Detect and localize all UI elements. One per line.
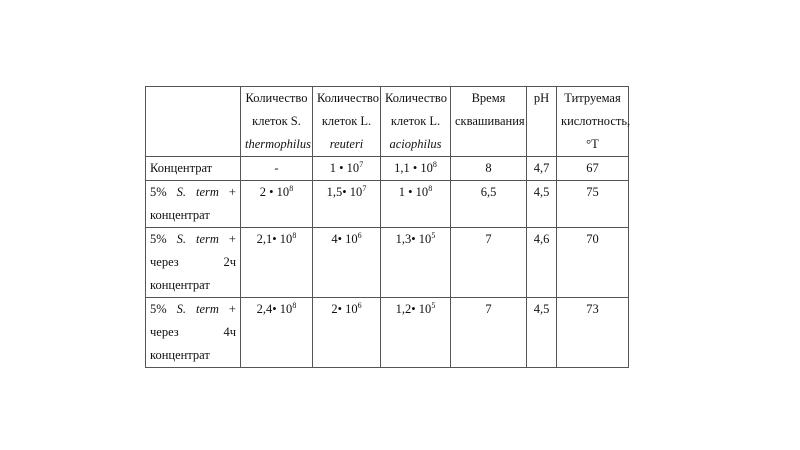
cell-value: 4• 10 xyxy=(331,232,358,246)
cell-value: 7 xyxy=(485,232,492,246)
cell-value: 1,2• 10 xyxy=(395,302,432,316)
cell-value: 2,1• 10 xyxy=(256,232,293,246)
header-text: клеток L. xyxy=(321,114,372,128)
cell-acidity xyxy=(557,157,629,181)
cell-value: 4,5 xyxy=(533,302,550,316)
cell-value: 4,6 xyxy=(533,232,550,246)
cell-l-aciophilus xyxy=(381,181,451,228)
header-text: Титруемая xyxy=(564,91,621,105)
header-text: aciophilus xyxy=(389,137,442,151)
header-s-thermophilus xyxy=(241,87,313,157)
row-label-word: 4ч xyxy=(223,325,236,339)
header-text: клеток L. xyxy=(390,114,441,128)
cell-value: 1 • 10 xyxy=(398,185,429,199)
table-row xyxy=(146,298,629,368)
row-label-word: 2ч xyxy=(223,255,236,269)
cell-exponent: 6 xyxy=(357,230,362,240)
cell-value: 6,5 xyxy=(480,185,497,199)
table-row xyxy=(146,157,629,181)
cell-value: 67 xyxy=(586,161,599,175)
results-table xyxy=(145,86,629,368)
row-label-word: через xyxy=(150,325,179,339)
cell-exponent: 8 xyxy=(292,230,297,240)
row-label-word: term xyxy=(196,185,219,199)
cell-value: 7 xyxy=(485,302,492,316)
cell-exponent: 8 xyxy=(428,183,433,193)
header-ph xyxy=(527,87,557,157)
cell-ph xyxy=(527,157,557,181)
cell-time xyxy=(451,228,527,298)
cell-time xyxy=(451,181,527,228)
cell-time xyxy=(451,298,527,368)
cell-value: 1,1 • 10 xyxy=(394,161,433,175)
header-text: клеток S. xyxy=(252,114,301,128)
cell-ph xyxy=(527,181,557,228)
cell-value: - xyxy=(274,161,279,175)
cell-acidity xyxy=(557,298,629,368)
cell-l-aciophilus xyxy=(381,298,451,368)
row-label-word: S. xyxy=(176,185,187,199)
header-text: Время xyxy=(471,91,506,105)
cell-value: 75 xyxy=(586,185,599,199)
header-text: Количество xyxy=(317,91,379,105)
cell-exponent: 7 xyxy=(359,159,364,169)
header-text: сквашивания xyxy=(455,114,525,128)
row-label-word: term xyxy=(196,302,219,316)
row-label: Концентрат xyxy=(150,161,213,175)
cell-ph xyxy=(527,298,557,368)
row-label-word: 5% xyxy=(150,302,167,316)
row-label-word: 5% xyxy=(150,232,167,246)
row-label-line: концентрат xyxy=(150,278,210,292)
row-label-line: концентрат xyxy=(150,208,210,222)
row-label-cell xyxy=(146,228,241,298)
header-titratable-acidity xyxy=(557,87,629,157)
row-label-word: S. xyxy=(176,232,187,246)
cell-exponent: 6 xyxy=(357,300,362,310)
table-header-row xyxy=(146,87,629,157)
header-text: кислотность, xyxy=(561,114,631,128)
header-text: Количество xyxy=(245,91,308,105)
header-l-aciophilus xyxy=(381,87,451,157)
cell-value: 1,5• 10 xyxy=(326,185,363,199)
cell-value: 4,7 xyxy=(533,161,550,175)
cell-s-thermophilus xyxy=(241,298,313,368)
cell-exponent: 7 xyxy=(362,183,367,193)
row-label-line xyxy=(150,321,236,344)
row-label-word: + xyxy=(228,232,236,246)
cell-value: 1,3• 10 xyxy=(395,232,432,246)
row-label-cell xyxy=(146,181,241,228)
cell-l-aciophilus xyxy=(381,228,451,298)
header-text: Количество xyxy=(385,91,447,105)
cell-exponent: 8 xyxy=(289,183,294,193)
cell-s-thermophilus xyxy=(241,181,313,228)
cell-acidity xyxy=(557,181,629,228)
row-label-word: term xyxy=(196,232,219,246)
cell-value: 4,5 xyxy=(533,185,550,199)
cell-value: 70 xyxy=(586,232,599,246)
cell-value: 8 xyxy=(485,161,492,175)
cell-exponent: 5 xyxy=(431,300,436,310)
row-label-line xyxy=(150,298,236,321)
row-label-cell xyxy=(146,298,241,368)
cell-value: 2 • 10 xyxy=(259,185,290,199)
header-cell-empty xyxy=(146,87,241,157)
row-label-line xyxy=(150,251,236,274)
header-text: pH xyxy=(533,91,550,105)
row-label-word: S. xyxy=(176,302,187,316)
cell-acidity xyxy=(557,228,629,298)
header-text: thermophilus xyxy=(245,137,311,151)
row-label-line: концентрат xyxy=(150,348,210,362)
header-fermentation-time xyxy=(451,87,527,157)
header-text: reuteri xyxy=(329,137,364,151)
cell-value: 2,4• 10 xyxy=(256,302,293,316)
table-row xyxy=(146,181,629,228)
cell-s-thermophilus xyxy=(241,228,313,298)
row-label-word: + xyxy=(228,302,236,316)
row-label-line xyxy=(150,228,236,251)
cell-value: 2• 10 xyxy=(331,302,358,316)
cell-s-thermophilus xyxy=(241,157,313,181)
cell-exponent: 5 xyxy=(431,230,436,240)
cell-exponent: 8 xyxy=(292,300,297,310)
cell-time xyxy=(451,157,527,181)
row-label-word: 5% xyxy=(150,185,167,199)
cell-l-reuteri xyxy=(313,298,381,368)
cell-value: 1 • 10 xyxy=(329,161,360,175)
cell-exponent: 8 xyxy=(432,159,437,169)
header-l-reuteri xyxy=(313,87,381,157)
cell-value: 73 xyxy=(586,302,599,316)
row-label-line xyxy=(150,181,236,204)
cell-ph xyxy=(527,228,557,298)
cell-l-reuteri xyxy=(313,157,381,181)
row-label-cell xyxy=(146,157,241,181)
cell-l-reuteri xyxy=(313,228,381,298)
row-label-word: + xyxy=(228,185,236,199)
cell-l-aciophilus xyxy=(381,157,451,181)
row-label-word: через xyxy=(150,255,179,269)
table-row xyxy=(146,228,629,298)
header-text: °Т xyxy=(586,137,599,151)
cell-l-reuteri xyxy=(313,181,381,228)
